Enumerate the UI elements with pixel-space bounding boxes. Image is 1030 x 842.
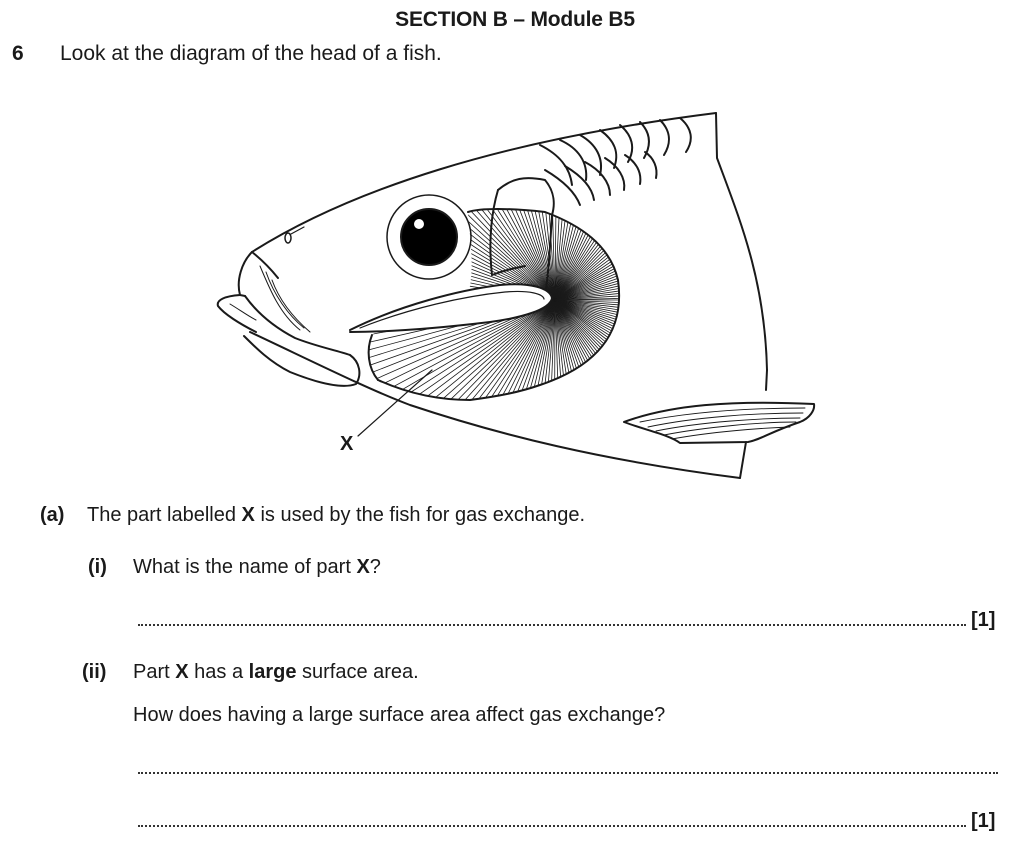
part-a-label: (a) <box>40 504 65 526</box>
question-intro: Look at the diagram of the head of a fish. <box>60 42 442 65</box>
fish-head-diagram <box>200 100 820 490</box>
sub-ii-label: (ii) <box>82 661 107 683</box>
section-title: SECTION B – Module B5 <box>395 8 635 31</box>
answer-line-i[interactable] <box>138 624 966 626</box>
sub-i-question: What is the name of part X? <box>133 556 381 578</box>
label-x: X <box>340 433 354 455</box>
part-a-text: The part labelled X is used by the fish for gas exchange. <box>87 504 586 526</box>
sub-ii-statement: Part X has a large surface area. <box>133 661 419 683</box>
answer-line-ii-2[interactable] <box>138 825 966 827</box>
marks-i: [1] <box>971 609 996 631</box>
question-number: 6 <box>12 42 24 65</box>
sub-ii-question: How does having a large surface area affect gas exchange? <box>133 704 666 726</box>
answer-line-ii-1[interactable] <box>138 772 998 774</box>
sub-i-label: (i) <box>88 556 107 578</box>
marks-ii: [1] <box>971 810 996 832</box>
